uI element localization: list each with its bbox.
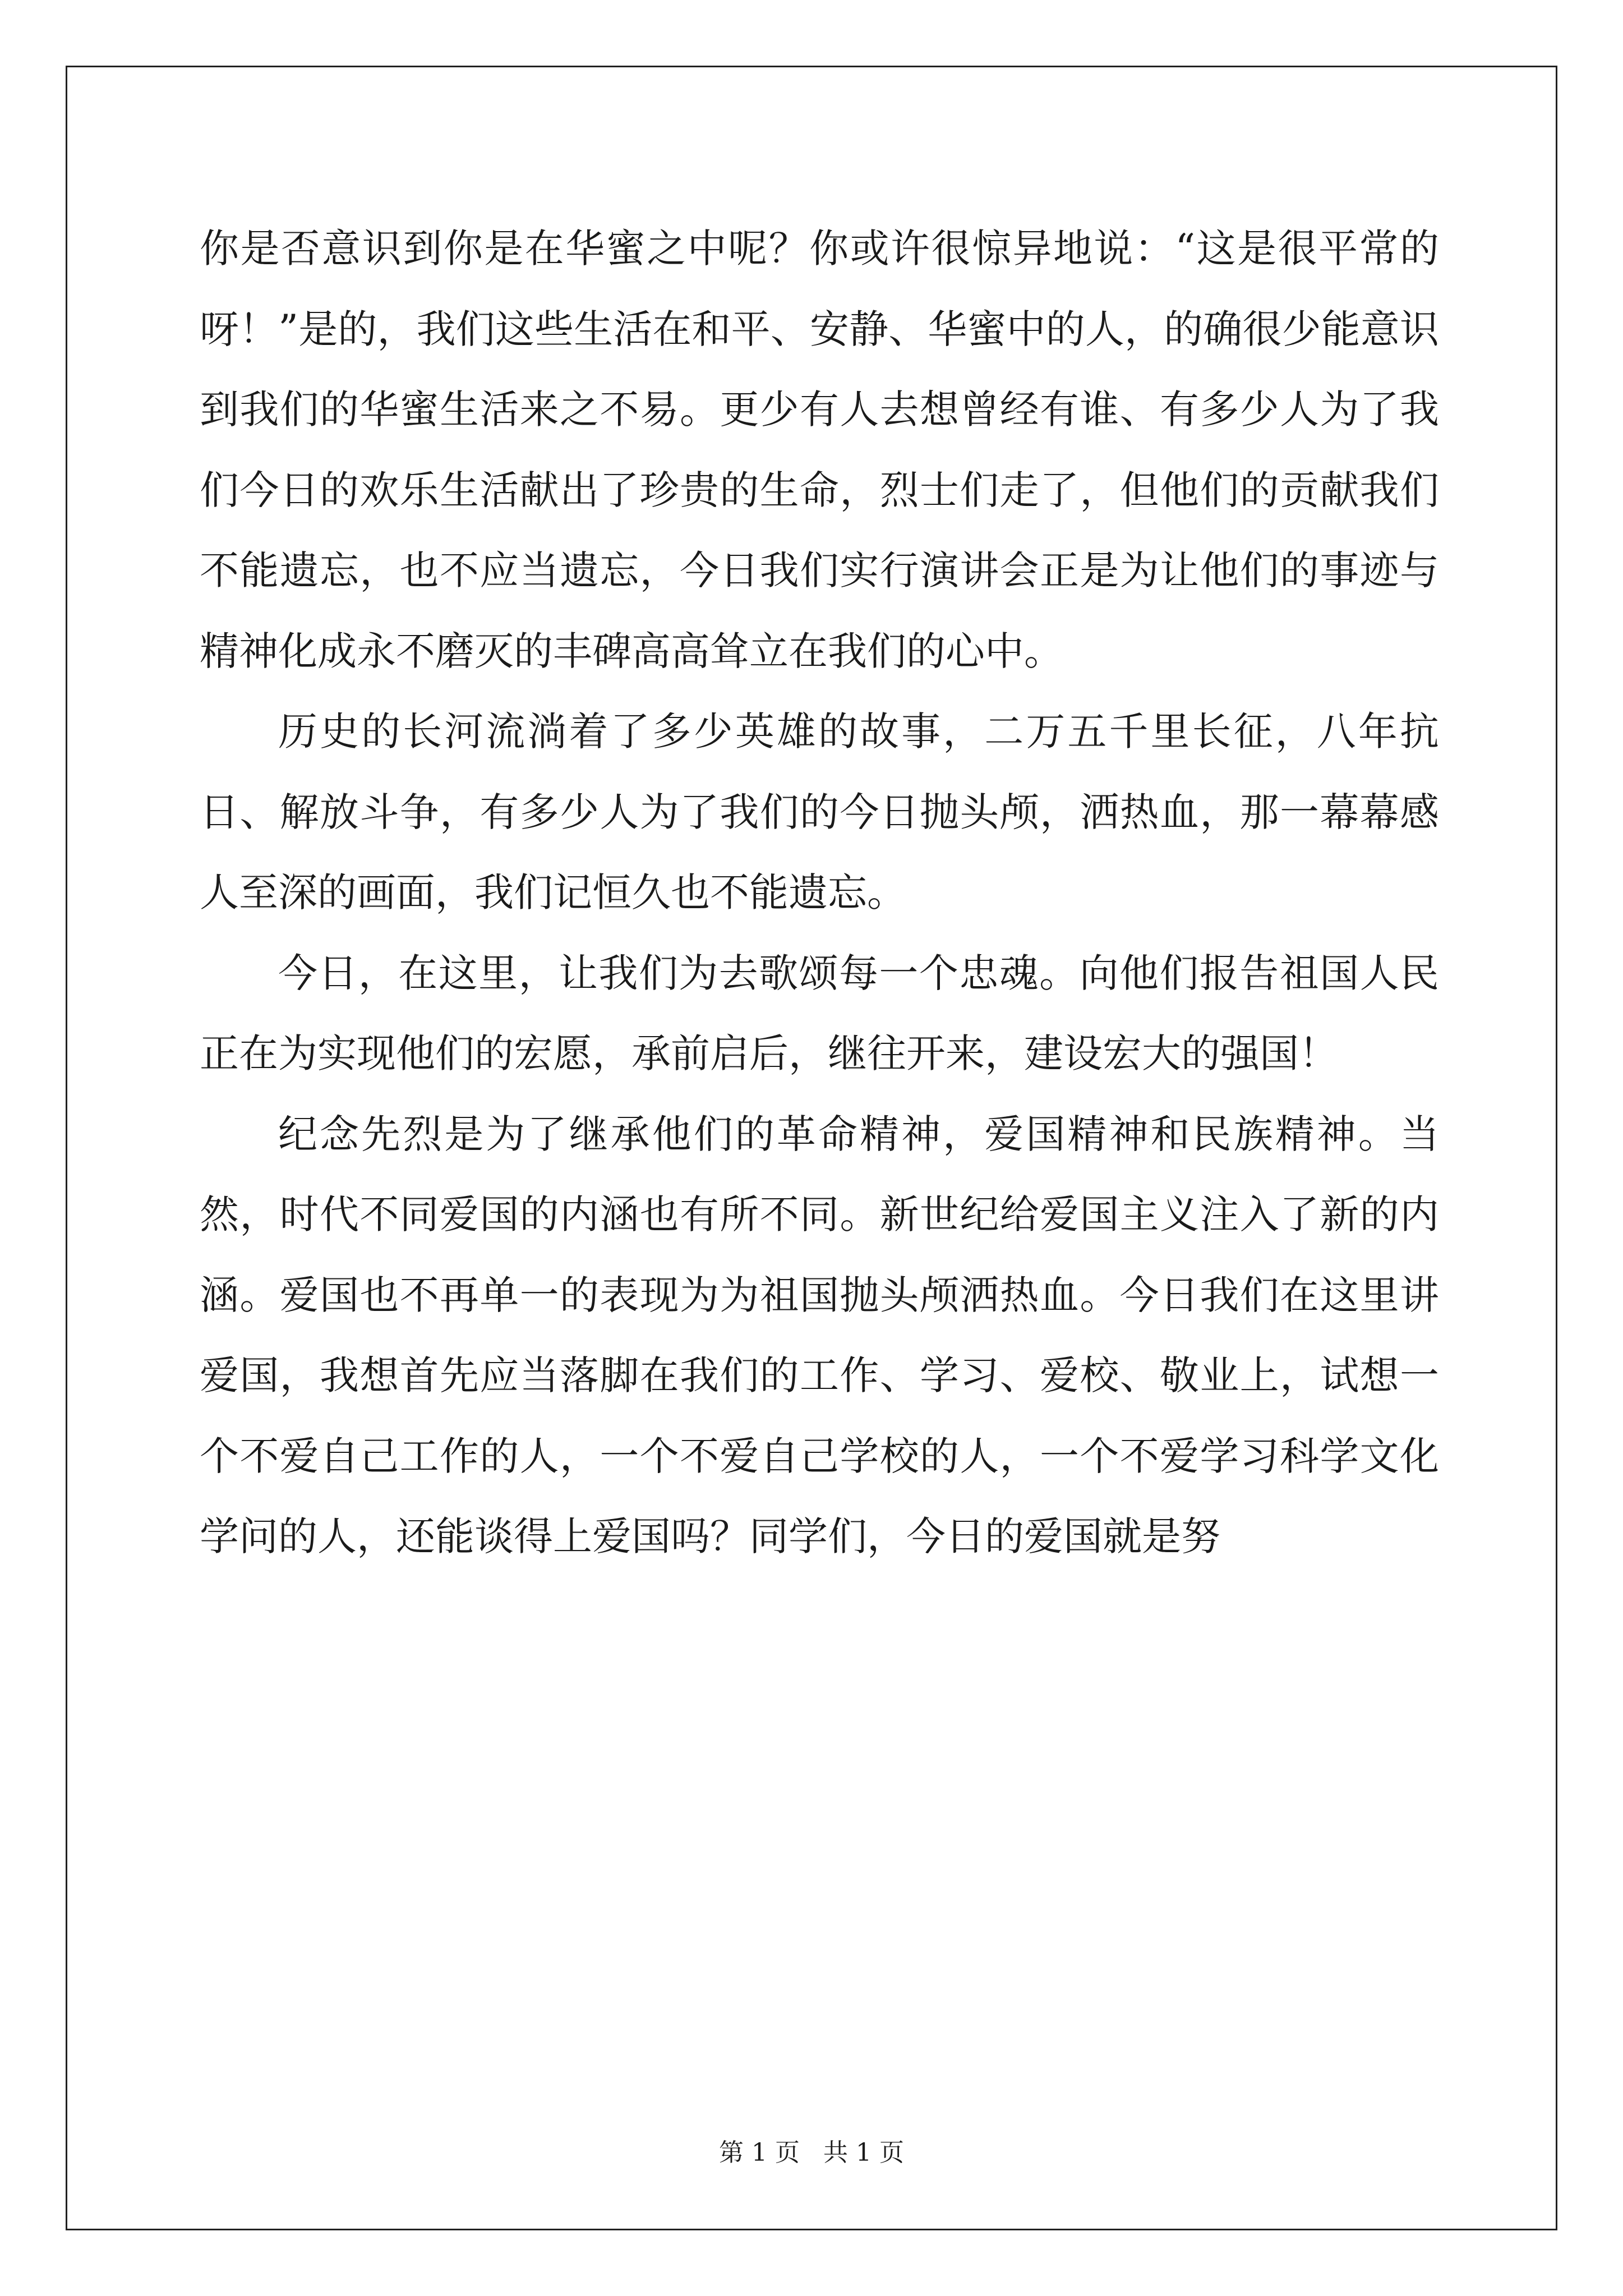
paragraph: 历史的长河流淌着了多少英雄的故事，二万五千里长征，八年抗日、解放斗争，有多少人为了我们的今日抛头颅，洒热血，那一幕幕感人至深的画面，我们记恒久也不能遗忘。 (200, 708, 1439, 915)
document-body (200, 209, 1439, 1577)
paragraph: 你是否意识到你是在华蜜之中呢？你或许很惊异地说：“这是很平常的呀！”是的，我们这些生活在和平、安静、华蜜中的人，的确很少能意识到我们的华蜜生活来之不易。更少有人去想曾经有谁、有多少人为了我们今日的欢乐生活献出了珍贵的生命，烈士们走了，但他们的贡献我们不能遗忘，也不应当遗忘，今日我们实行演讲会正是为让他们的事迹与精神化成永不磨灭的丰碑高高耸立在我们的心中。 (200, 226, 1439, 674)
paragraph: 纪念先烈是为了继承他们的革命精神，爱国精神和民族精神。当然，时代不同爱国的内涵也有所不同。新世纪给爱国主义注入了新的内涵。爱国也不再单一的表现为为祖国抛头颅洒热血。今日我们在这里讲爱国，我想首先应当落脚在我们的工作、学习、爱校、敬业上，试想一个不爱自己工作的人，一个不爱自己学校的人，一个不爱学习科学文化学问的人，还能谈得上爱国吗？同学们，今日的爱国就是努 (200, 1111, 1439, 1559)
page-number-footer: 第 1 页 共 1 页 (719, 2138, 904, 2167)
paragraph: 今日，在这里，让我们为去歌颂每一个忠魂。向他们报告祖国人民正在为实现他们的宏愿，承前启后，继往开来，建设宏大的强国！ (200, 950, 1439, 1076)
